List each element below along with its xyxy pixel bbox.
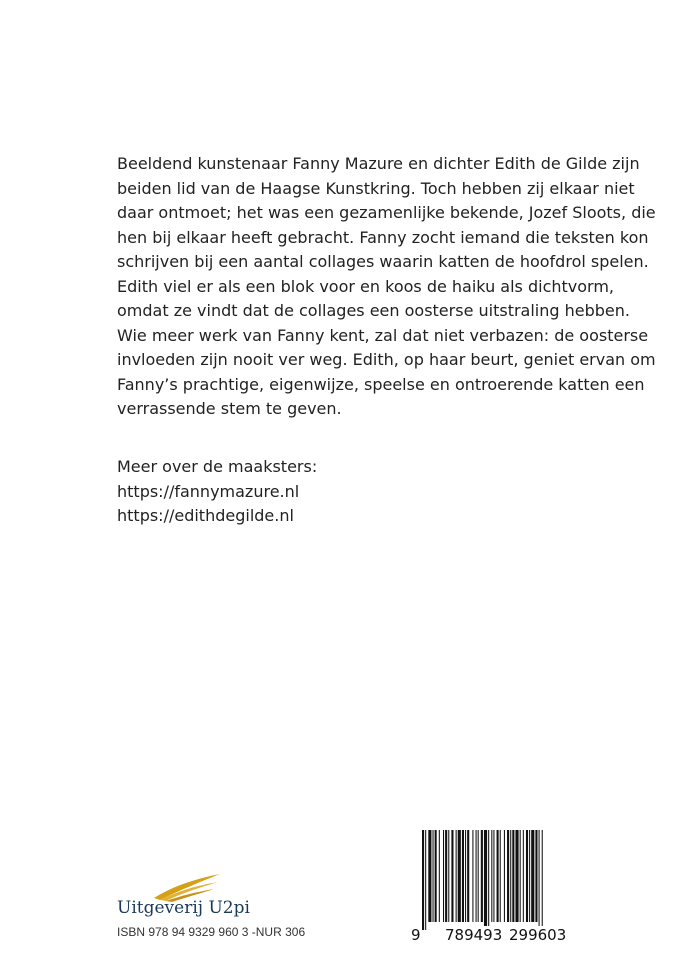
description-line: hen bij elkaar heeft gebracht. Fanny zocht iemand die teksten kon: [117, 227, 649, 247]
barcode-bar: [465, 830, 466, 922]
description-line: Beeldend kunstenaar Fanny Mazure en dichter Edith de Gilde zijn: [117, 154, 640, 173]
barcode-bar: [488, 830, 489, 930]
barcode-bar: [493, 830, 494, 922]
barcode-bar: [526, 830, 528, 922]
barcode-bar: [476, 830, 477, 922]
barcode-bar: [542, 830, 543, 930]
barcode-bar: [512, 830, 514, 922]
barcode-bar: [535, 830, 537, 922]
barcode-bar: [497, 830, 499, 922]
description-line: verrassende stem te geven.: [117, 399, 342, 418]
barcode-bar: [500, 830, 501, 922]
barcode-bar: [451, 830, 453, 922]
barcode-first-digit: 9: [411, 926, 421, 944]
description-line: daar ontmoet; het was een gezamenlijke bekende, Jozef Sloots, die: [117, 203, 656, 222]
barcode-bar: [439, 830, 440, 922]
barcode-bar: [433, 830, 434, 922]
barcode-bar: [539, 830, 540, 930]
barcode-bar: [504, 830, 505, 922]
isbn-nur-line: ISBN 978 94 9329 960 3 -NUR 306: [117, 925, 306, 939]
barcode-bar: [484, 830, 487, 930]
description-line: beiden lid van de Haagse Kunstkring. Toch hebben zij elkaar niet: [117, 178, 635, 198]
description-line: Edith viel er als een blok voor en koos de haiku als dichtvorm,: [117, 276, 614, 296]
links-heading: Meer over de maaksters:: [117, 457, 318, 476]
fanny-mazure-link[interactable]: https://fannymazure.nl: [117, 481, 300, 501]
back-cover-description: [117, 152, 656, 422]
barcode-bar: [445, 830, 447, 922]
barcode-bar: [458, 830, 461, 922]
barcode-bar: [448, 830, 449, 922]
barcode-bar: [529, 830, 530, 922]
barcode-bar: [531, 830, 534, 922]
barcode-bar: [481, 830, 483, 922]
barcode-bar: [520, 830, 521, 922]
barcode-digits: [411, 926, 574, 948]
barcode-bar: [462, 830, 464, 922]
barcode-bar: [456, 830, 457, 922]
barcode-bar: [443, 830, 444, 922]
barcode-bar: [467, 830, 469, 922]
description-line: omdat ze vindt dat de collages een oosterse uitstraling hebben.: [117, 301, 630, 320]
maker-links: [117, 455, 317, 529]
barcode-bar: [425, 830, 426, 930]
edith-de-gilde-link[interactable]: https://edithdegilde.nl: [117, 506, 294, 525]
barcode-bar: [472, 830, 473, 922]
description-line: Wie meer werk van Fanny kent, zal dat niet verbazen: de oosterse: [117, 325, 649, 345]
barcode-bar: [515, 830, 518, 922]
barcode-bar: [491, 830, 492, 922]
description-line: invloeden zijn nooit ver weg. Edith, op haar beurt, geniet ervan om: [117, 350, 656, 369]
barcode-bar: [478, 830, 479, 922]
barcode-bar: [507, 830, 509, 922]
barcode-digit-group-1: 789493: [445, 926, 503, 944]
barcode-bar: [435, 830, 437, 922]
barcode-bar: [428, 830, 431, 922]
publisher-name: Uitgeverij U2pi: [117, 898, 250, 918]
barcode-bar: [510, 830, 511, 922]
barcode-bar: [422, 830, 424, 930]
description-line: Fanny’s prachtige, eigenwijze, speelse en ontroerende katten een: [117, 374, 645, 394]
barcode-digit-group-2: 299603: [509, 926, 567, 944]
description-line: schrijven bij een aantal collages waarin katten de hoofdrol spelen.: [117, 252, 649, 271]
barcode-bar: [523, 830, 524, 922]
